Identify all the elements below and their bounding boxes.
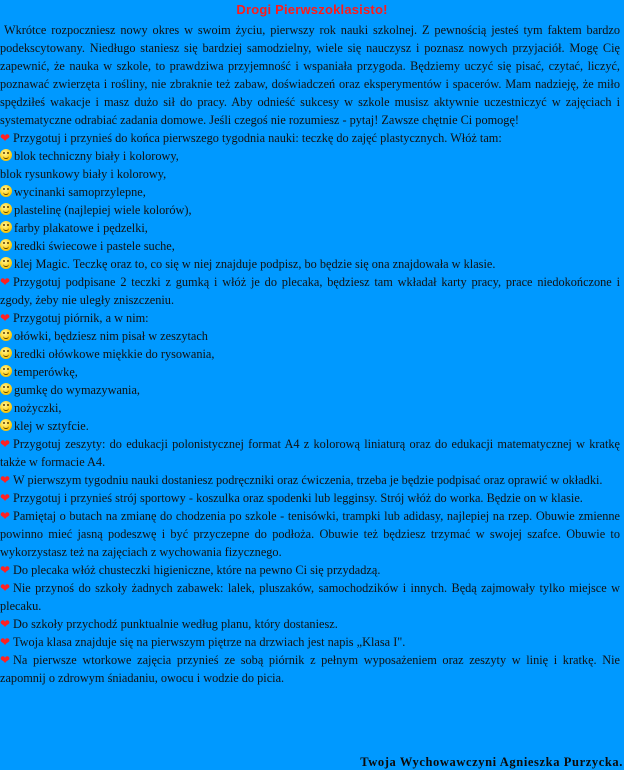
- list-item: [0, 651, 620, 687]
- intro-paragraph: Wkrótce rozpoczniesz nowy okres w swoim życiu, pierwszy rok nauki szkolnej. Z pewnością jesteś tym faktem bardzo podekscytowany. Niedługo staniesz się bardziej samodzielny, wiele się nauczysz i poznasz nowych przyjaciół. Mogę Cię zapewnić, że nauka w szkole, to prawdziwa przyjemność i wspaniała przygoda. Będziemy uczyć się pisać, czytać, liczyć, poznawać zwierzęta i rośliny, nie zbraknie też zabaw, doświadczeń oraz eksperymentów i spacerów. Mam nadzieję, że miło spędziłeś wakacje i masz dużo sił do pracy. Aby odnieść sukcesy w szkole musisz aktywnie uczestniczyć w zajęciach i systematyczne odrabiać zadania domowe. Jeśli czegoś nie rozumiesz - pytaj! Zawsze chętnie Ci pomogę!: [0, 23, 620, 127]
- item-text: Na pierwsze wtorkowe zajęcia przynieś ze sobą piórnik z pełnym wyposażeniem oraz zeszyty w linię i kratkę. Nie zapomnij o zdrowym śniadaniu, owocu i wodzie do picia.: [0, 653, 620, 685]
- list-item: [0, 561, 620, 579]
- signature: Twoja Wychowawczyni Agnieszka Purzycka.: [360, 755, 623, 769]
- smiley-icon: [0, 185, 12, 197]
- item-text: Przygotuj i przynieś do końca pierwszego tygodnia nauki: teczkę do zajęć plastycznych. Włóż tam:: [13, 131, 502, 145]
- list-item: [0, 507, 620, 561]
- item-text: Do szkoły przychodź punktualnie według planu, który dostaniesz.: [13, 617, 338, 631]
- item-text: Do plecaka włóż chusteczki higieniczne, które na pewno Ci się przydadzą.: [13, 563, 381, 577]
- sub-item: blok techniczny biały i kolorowy,: [0, 147, 620, 165]
- heart-icon: ❤: [0, 635, 11, 649]
- sub-item: wycinanki samoprzylepne,: [0, 183, 620, 201]
- sub-item: blok rysunkowy biały i kolorowy,: [0, 167, 167, 181]
- list-item: [0, 579, 620, 615]
- item-text: Przygotuj zeszyty: do edukacji polonistycznej format A4 z kolorową liniaturą oraz do edukacji matematycznej w kratkę także w formacie A4.: [0, 437, 620, 469]
- heart-icon: ❤: [0, 491, 11, 505]
- item-text: Nie przynoś do szkoły żadnych zabawek: lalek, pluszaków, samochodzików i innych. Będą zajmowały tylko miejsce w plecaku.: [0, 581, 620, 613]
- heart-icon: ❤: [0, 509, 11, 523]
- list-item: [0, 615, 620, 633]
- heart-icon: ❤: [0, 653, 11, 667]
- sub-item: klej Magic. Teczkę oraz to, co się w niej znajduje podpisz, bo będzie się ona znajdowała w klasie.: [0, 255, 620, 273]
- letter-title: Drogi Pierwszoklasisto!: [236, 2, 388, 17]
- smiley-icon: [0, 239, 12, 251]
- sub-item: gumkę do wymazywania,: [0, 381, 620, 399]
- item-text: W pierwszym tygodniu nauki dostaniesz podręczniki oraz ćwiczenia, trzeba je będzie podpisać oraz oprawić w okładki.: [13, 473, 603, 487]
- sub-item: farby plakatowe i pędzelki,: [0, 219, 620, 237]
- list-item: [0, 489, 620, 507]
- list-item: [0, 309, 620, 327]
- item-text: Twoja klasa znajduje się na pierwszym piętrze na drzwiach jest napis „Klasa I".: [13, 635, 406, 649]
- sub-item: kredki ołówkowe miękkie do rysowania,: [0, 345, 620, 363]
- list-item: [0, 129, 620, 147]
- sub-item: temperówkę,: [0, 363, 620, 381]
- smiley-icon: [0, 347, 12, 359]
- smiley-icon: [0, 419, 12, 431]
- heart-icon: ❤: [0, 131, 11, 145]
- smiley-icon: [0, 365, 12, 377]
- list-item: [0, 471, 620, 489]
- smiley-icon: [0, 257, 12, 269]
- heart-icon: ❤: [0, 275, 11, 289]
- heart-icon: ❤: [0, 473, 11, 487]
- smiley-icon: [0, 149, 12, 161]
- sub-item: nożyczki,: [0, 399, 620, 417]
- heart-icon: ❤: [0, 617, 11, 631]
- smiley-icon: [0, 221, 12, 233]
- heart-icon: ❤: [0, 563, 11, 577]
- smiley-icon: [0, 203, 12, 215]
- list-item: [0, 633, 620, 651]
- list-item: [0, 273, 620, 309]
- sub-item: ołówki, będziesz nim pisał w zeszytach: [0, 327, 620, 345]
- sub-item: kredki świecowe i pastele suche,: [0, 237, 620, 255]
- letter-body: [0, 21, 620, 687]
- smiley-icon: [0, 401, 12, 413]
- item-text: Przygotuj i przynieś strój sportowy - koszulka oraz spodenki lub legginsy. Strój włóż do worka. Będzie on w klasie.: [13, 491, 583, 505]
- heart-icon: ❤: [0, 437, 11, 451]
- sub-item: klej w sztyfcie.: [0, 417, 620, 435]
- heart-icon: ❤: [0, 311, 11, 325]
- sub-item: plastelinę (najlepiej wiele kolorów),: [0, 201, 620, 219]
- smiley-icon: [0, 329, 12, 341]
- item-text: Przygotuj podpisane 2 teczki z gumką i włóż je do plecaka, będziesz tam wkładał karty pracy, prace niedokończone i zgody, żeby nie uległy zniszczeniu.: [0, 275, 620, 307]
- list-item: [0, 435, 620, 471]
- smiley-icon: [0, 383, 12, 395]
- heart-icon: ❤: [0, 581, 11, 595]
- item-text: Pamiętaj o butach na zmianę do chodzenia po szkole - tenisówki, trampki lub adidasy, najlepiej na rzep. Obuwie zmienne powinno mieć jasną podeszwę i być przyczepne do podłoża. Obuwie też będziesz trzymać w swojej szafce. Obuwie to wykorzystasz też na zajęciach z wychowania fizycznego.: [0, 509, 620, 559]
- item-text: Przygotuj piórnik, a w nim:: [13, 311, 149, 325]
